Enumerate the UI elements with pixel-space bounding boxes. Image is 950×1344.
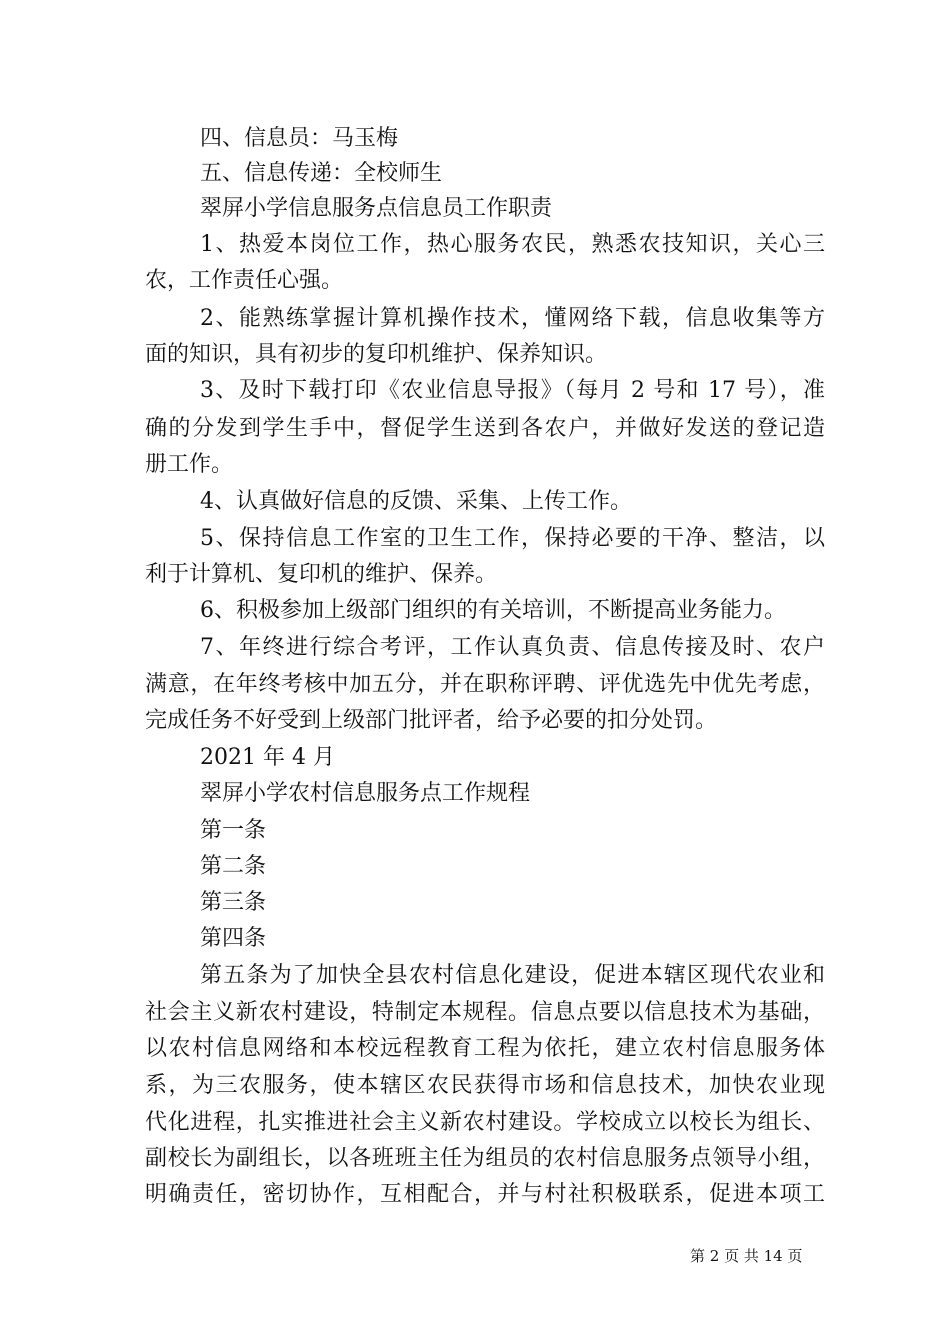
paragraph-line: 2、能熟练掌握计算机操作技术，懂网络下载，信息收集等方 <box>200 306 825 331</box>
article-heading: 第四条 <box>200 926 267 951</box>
paragraph-line: 确的分发到学生手中，督促学生送到各农户，并做好发送的登记造 <box>145 416 825 441</box>
date-line: 2021 年 4 月 <box>200 745 335 770</box>
paragraph-line: 五、信息传递：全校师生 <box>200 161 443 186</box>
paragraph-line: 7、年终进行综合考评，工作认真负责、信息传接及时、农户 <box>200 635 825 660</box>
paragraph-line: 5、保持信息工作室的卫生工作，保持必要的干净、整洁，以 <box>200 526 825 551</box>
section-heading: 翠屏小学信息服务点信息员工作职责 <box>200 196 553 221</box>
article-heading: 第三条 <box>200 890 267 915</box>
paragraph-line: 副校长为副组长，以各班班主任为组员的农村信息服务点领导小组， <box>145 1146 825 1171</box>
paragraph-line: 代化进程，扎实推进社会主义新农村建设。学校成立以校长为组长、 <box>145 1110 825 1135</box>
paragraph-line: 6、积极参加上级部门组织的有关培训，不断提高业务能力。 <box>200 598 786 623</box>
paragraph-line: 1、热爱本岗位工作，热心服务农民，熟悉农技知识，关心三 <box>200 232 825 257</box>
paragraph-line: 4、认真做好信息的反馈、采集、上传工作。 <box>200 489 632 514</box>
paragraph-line: 四、信息员：马玉梅 <box>200 126 399 151</box>
paragraph-line: 以农村信息网络和本校远程教育工程为依托，建立农村信息服务体 <box>145 1036 825 1061</box>
paragraph-line: 3、及时下载打印《农业信息导报》（每月 2 号和 17 号），准 <box>200 378 825 403</box>
page-number-footer: 第 2 页 共 14 页 <box>690 1247 803 1265</box>
paragraph-line: 完成任务不好受到上级部门批评者，给予必要的扣分处罚。 <box>145 708 718 733</box>
paragraph-line: 利于计算机、复印机的维护、保养。 <box>145 562 498 587</box>
paragraph-line: 满意，在年终考核中加五分，并在职称评聘、评优选先中优先考虑， <box>145 672 825 697</box>
paragraph-line: 明确责任，密切协作，互相配合，并与村社积极联系，促进本项工 <box>145 1182 825 1207</box>
paragraph-line: 册工作。 <box>145 452 234 477</box>
article-heading: 第一条 <box>200 818 267 843</box>
article-heading: 第二条 <box>200 854 267 879</box>
paragraph-line: 社会主义新农村建设，特制定本规程。信息点要以信息技术为基础， <box>145 1000 825 1025</box>
paragraph-line: 第五条为了加快全县农村信息化建设，促进本辖区现代农业和 <box>200 963 825 988</box>
section-heading: 翠屏小学农村信息服务点工作规程 <box>200 781 531 806</box>
paragraph-line: 面的知识，具有初步的复印机维护、保养知识。 <box>145 342 608 367</box>
paragraph-line: 农，工作责任心强。 <box>145 268 344 293</box>
paragraph-line: 系，为三农服务，使本辖区农民获得市场和信息技术，加快农业现 <box>145 1073 825 1098</box>
